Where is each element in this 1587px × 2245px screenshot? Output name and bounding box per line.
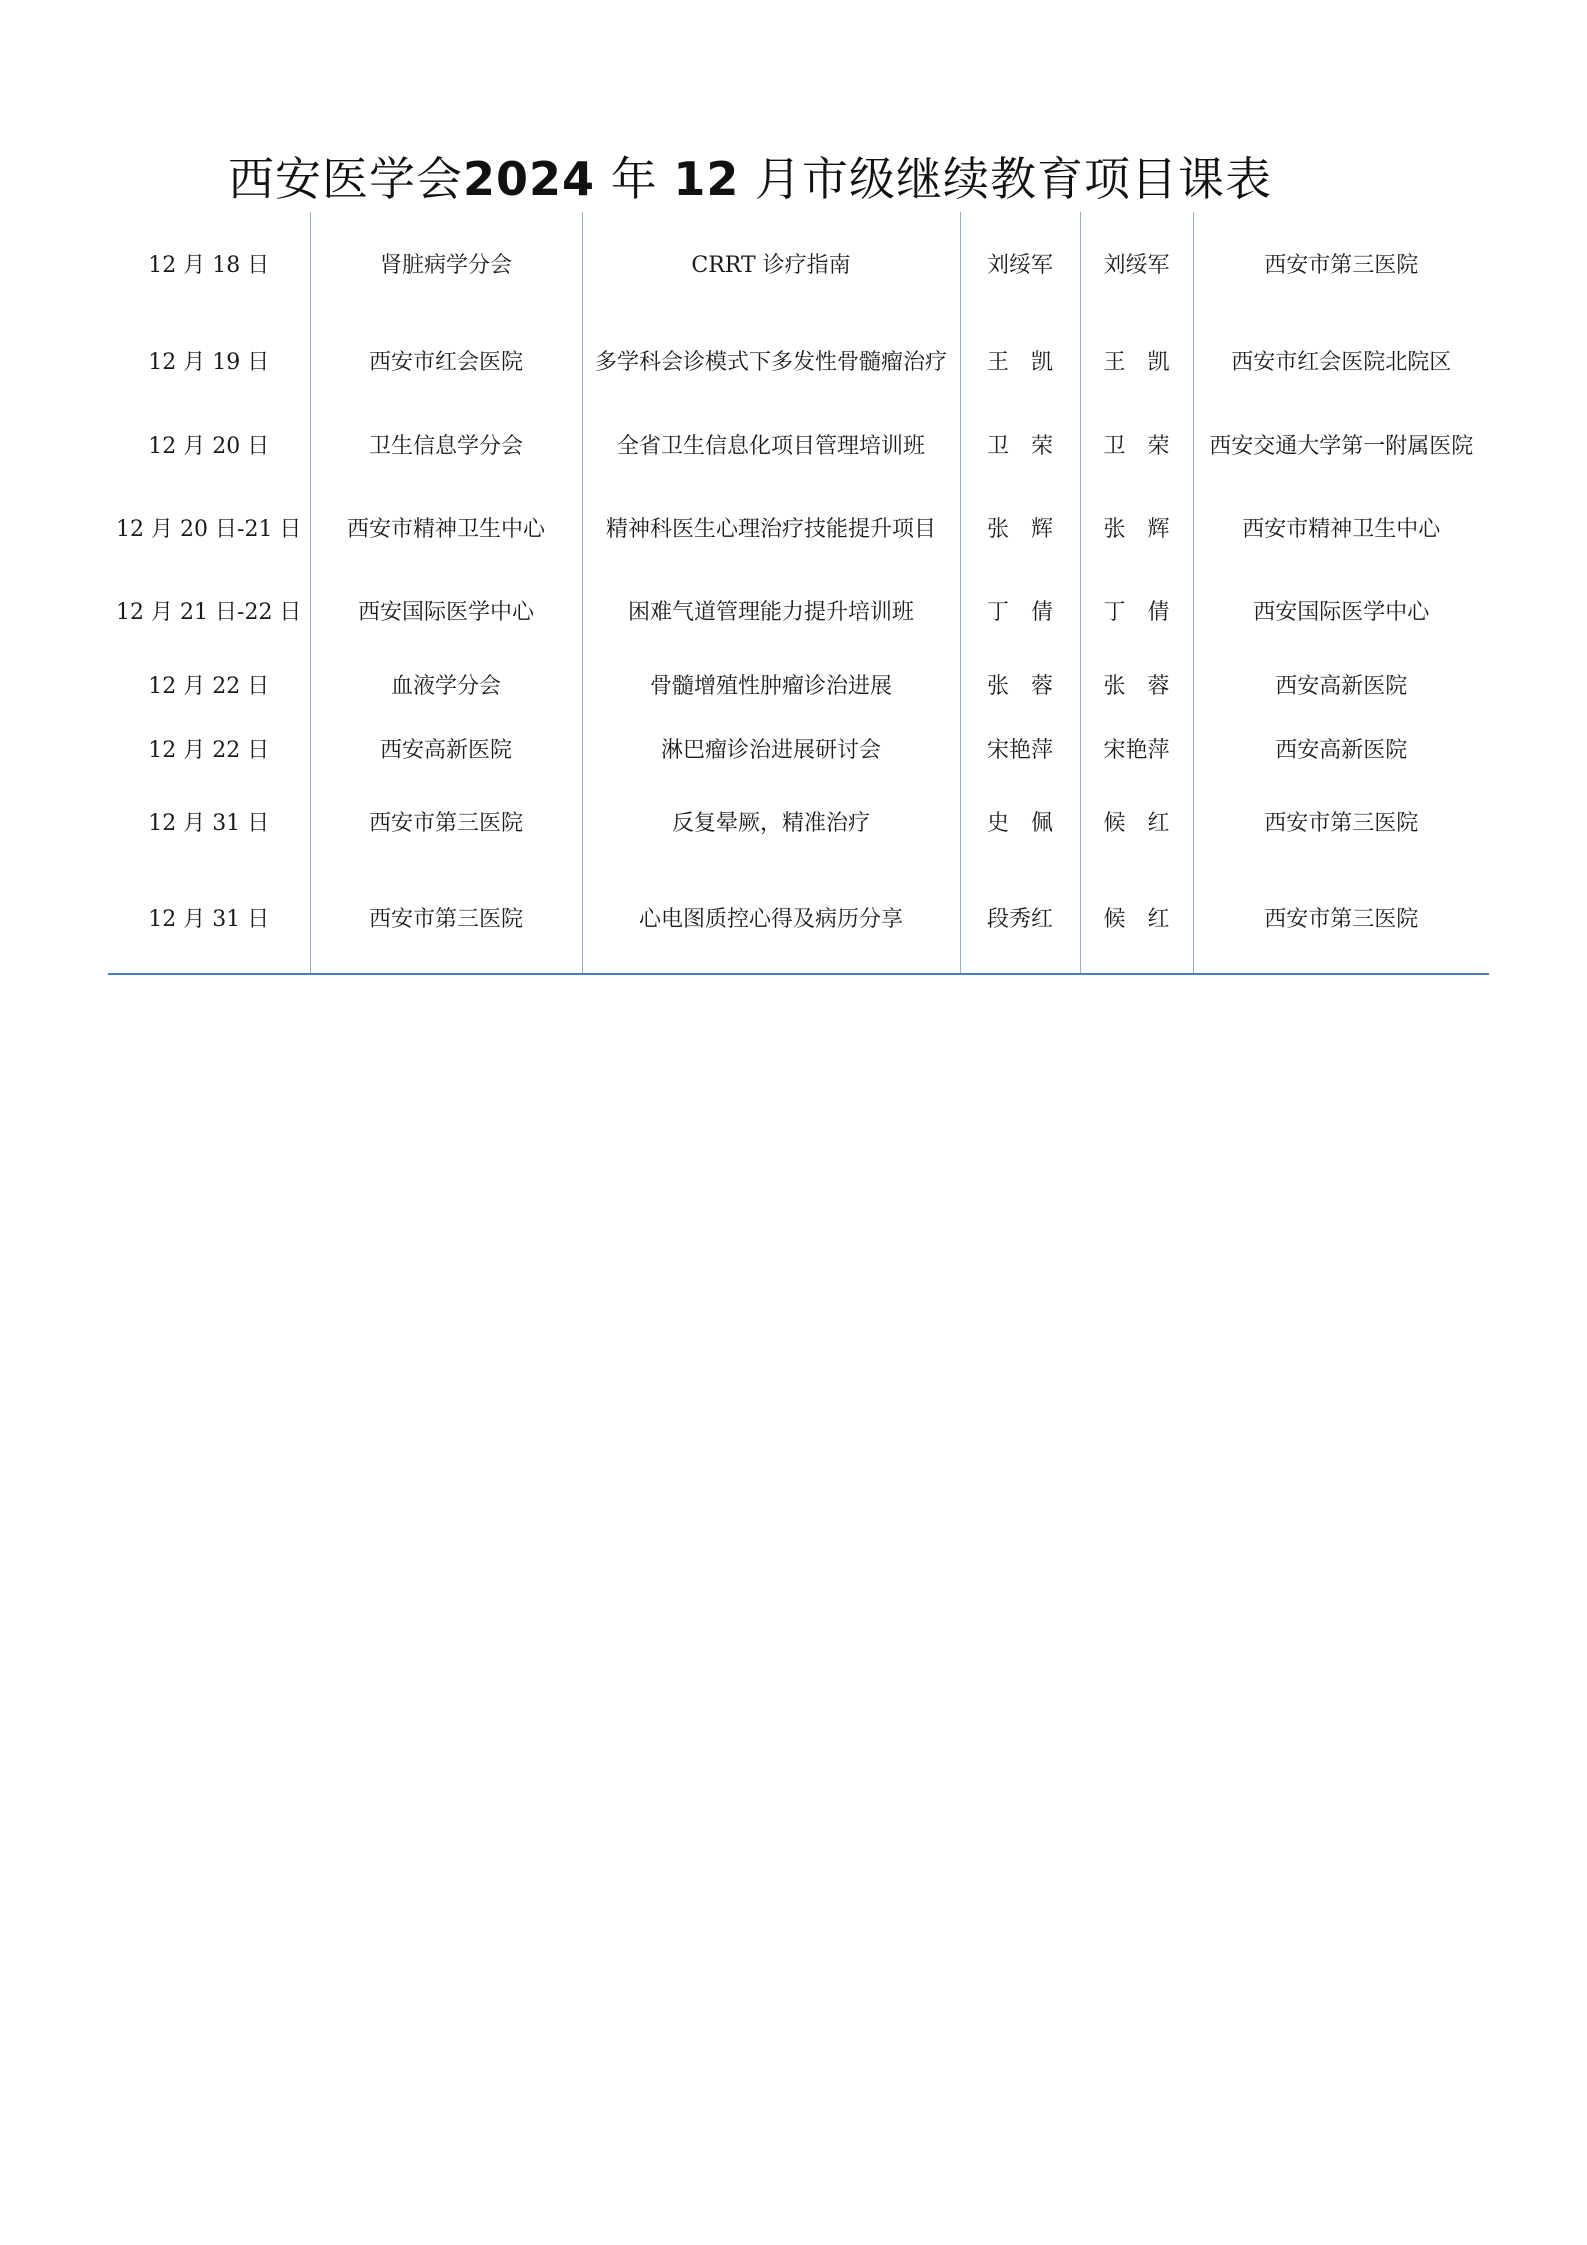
venue-cell: 西安市红会医院北院区 (1193, 319, 1489, 406)
lecturer-cell: 卫 荣 (960, 406, 1080, 486)
responsible-cell: 丁 倩 (1080, 572, 1193, 652)
lecturer-cell: 刘绥军 (960, 212, 1080, 319)
title-part-3: 月市级继续教育项目课表 (754, 151, 1272, 206)
lecturer-cell: 宋艳萍 (960, 720, 1080, 781)
topic-cell: 淋巴瘤诊治进展研讨会 (582, 720, 960, 781)
venue-cell: 西安交通大学第一附属医院 (1193, 406, 1489, 486)
lecturer-cell: 王 凯 (960, 319, 1080, 406)
venue-cell: 西安国际医学中心 (1193, 572, 1489, 652)
date-cell: 12 月 18 日 (108, 212, 310, 319)
responsible-cell: 王 凯 (1080, 319, 1193, 406)
title-year: 2024 (463, 151, 596, 206)
table-row (108, 319, 1489, 406)
topic-cell: 骨髓增殖性肿瘤诊治进展 (582, 652, 960, 720)
lecturer-cell: 张 辉 (960, 486, 1080, 572)
date-cell: 12 月 21 日-22 日 (108, 572, 310, 652)
date-cell: 12 月 31 日 (108, 866, 310, 974)
table-row (108, 572, 1489, 652)
title-part-1: 西安医学会 (228, 151, 464, 206)
topic-cell: 心电图质控心得及病历分享 (582, 866, 960, 974)
responsible-cell: 张 蓉 (1080, 652, 1193, 720)
table-row (108, 406, 1489, 486)
venue-cell: 西安市第三医院 (1193, 781, 1489, 866)
topic-cell: 精神科医生心理治疗技能提升项目 (582, 486, 960, 572)
responsible-cell: 候 红 (1080, 866, 1193, 974)
responsible-cell: 宋艳萍 (1080, 720, 1193, 781)
venue-cell: 西安市精神卫生中心 (1193, 486, 1489, 572)
venue-cell: 西安市第三医院 (1193, 866, 1489, 974)
title-month: 12 (673, 151, 740, 206)
lecturer-cell: 丁 倩 (960, 572, 1080, 652)
organizer-cell: 西安国际医学中心 (310, 572, 582, 652)
date-cell: 12 月 22 日 (108, 720, 310, 781)
date-cell: 12 月 20 日-21 日 (108, 486, 310, 572)
date-cell: 12 月 22 日 (108, 652, 310, 720)
organizer-cell: 西安高新医院 (310, 720, 582, 781)
organizer-cell: 血液学分会 (310, 652, 582, 720)
lecturer-cell: 张 蓉 (960, 652, 1080, 720)
responsible-cell: 卫 荣 (1080, 406, 1193, 486)
date-cell: 12 月 31 日 (108, 781, 310, 866)
topic-cell: CRRT 诊疗指南 (582, 212, 960, 319)
table-row (108, 781, 1489, 866)
organizer-cell: 西安市红会医院 (310, 319, 582, 406)
table-row (108, 720, 1489, 781)
responsible-cell: 刘绥军 (1080, 212, 1193, 319)
table-row (108, 212, 1489, 319)
venue-cell: 西安市第三医院 (1193, 212, 1489, 319)
table-row (108, 652, 1489, 720)
title-part-2: 年 (610, 151, 658, 206)
organizer-cell: 肾脏病学分会 (310, 212, 582, 319)
page-title (0, 149, 1500, 209)
topic-cell: 困难气道管理能力提升培训班 (582, 572, 960, 652)
table-row (108, 486, 1489, 572)
organizer-cell: 西安市第三医院 (310, 866, 582, 974)
table-row (108, 866, 1489, 974)
topic-cell: 多学科会诊模式下多发性骨髓瘤治疗 (582, 319, 960, 406)
topic-cell: 全省卫生信息化项目管理培训班 (582, 406, 960, 486)
organizer-cell: 卫生信息学分会 (310, 406, 582, 486)
organizer-cell: 西安市第三医院 (310, 781, 582, 866)
responsible-cell: 张 辉 (1080, 486, 1193, 572)
organizer-cell: 西安市精神卫生中心 (310, 486, 582, 572)
venue-cell: 西安高新医院 (1193, 720, 1489, 781)
lecturer-cell: 史 佩 (960, 781, 1080, 866)
schedule-table (108, 212, 1489, 975)
lecturer-cell: 段秀红 (960, 866, 1080, 974)
responsible-cell: 候 红 (1080, 781, 1193, 866)
date-cell: 12 月 20 日 (108, 406, 310, 486)
topic-cell: 反复晕厥，精准治疗 (582, 781, 960, 866)
venue-cell: 西安高新医院 (1193, 652, 1489, 720)
date-cell: 12 月 19 日 (108, 319, 310, 406)
